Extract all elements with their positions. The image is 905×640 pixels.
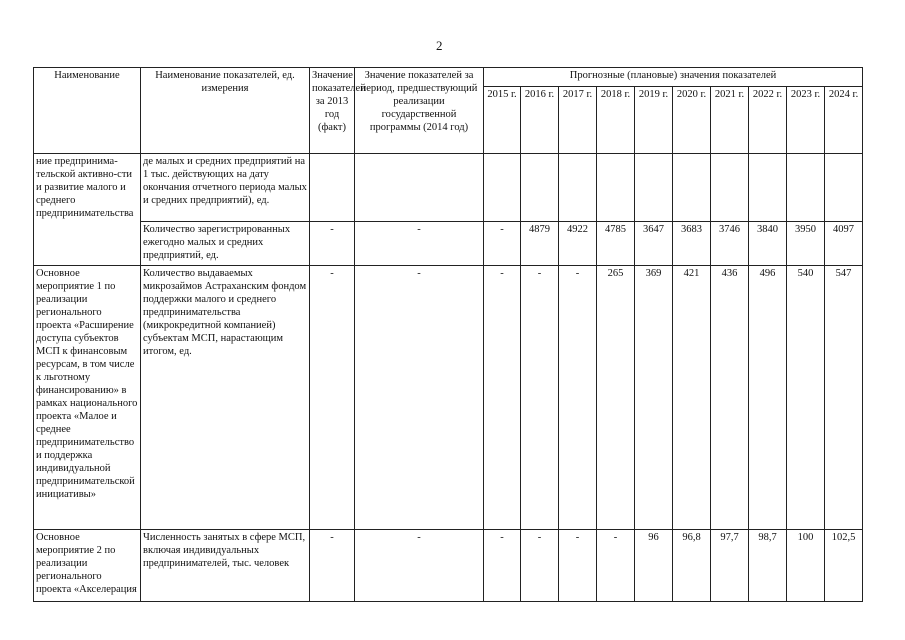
header-year: 2023 г.	[787, 87, 825, 154]
row-value: 540	[787, 266, 825, 530]
row-value: 102,5	[825, 530, 863, 602]
indicators-table	[33, 67, 863, 602]
row-indicator: де малых и средних предприятий на 1 тыс. действующих на дату окончания отчетного периода малых и средних предприятий), ед.	[141, 154, 310, 222]
header-name: Наименование	[34, 68, 141, 154]
row-value: 3683	[673, 222, 711, 266]
header-year: 2018 г.	[597, 87, 635, 154]
row-value: 96,8	[673, 530, 711, 602]
row-value	[521, 154, 559, 222]
header-value-2013: Значение показателей за 2013 год (факт)	[310, 68, 355, 154]
row-value: 436	[711, 266, 749, 530]
row-value: 496	[749, 266, 787, 530]
row-value	[484, 154, 521, 222]
row-value: 3647	[635, 222, 673, 266]
row-value: -	[559, 266, 597, 530]
row-value: 3950	[787, 222, 825, 266]
row-value: 100	[787, 530, 825, 602]
row-value: 547	[825, 266, 863, 530]
row-value: -	[559, 530, 597, 602]
row-value: 421	[673, 266, 711, 530]
header-period-2014: Значение показателей за период, предшествующий реализации государственной программы (2014 год)	[355, 68, 484, 154]
row-value	[825, 154, 863, 222]
header-year: 2024 г.	[825, 87, 863, 154]
table-row	[34, 266, 863, 530]
row-value: 3746	[711, 222, 749, 266]
row-value: 4097	[825, 222, 863, 266]
row-value-2013: -	[310, 266, 355, 530]
row-value: -	[597, 530, 635, 602]
row-value: 96	[635, 530, 673, 602]
row-value	[749, 154, 787, 222]
header-year: 2017 г.	[559, 87, 597, 154]
row-value	[559, 154, 597, 222]
table-row	[34, 222, 863, 266]
row-indicator: Количество выдаваемых микрозаймов Астраханским фондом поддержки малого и среднего предпринимательства (микрокредитной компанией) субъектам МСП, нарастающим итогом, ед.	[141, 266, 310, 530]
row-value-2013	[310, 154, 355, 222]
row-value-2013: -	[310, 222, 355, 266]
row-value: 4879	[521, 222, 559, 266]
row-indicator: Численность занятых в сфере МСП, включая индивидуальных предпринимателей, тыс. человек	[141, 530, 310, 602]
row-value-2014	[355, 154, 484, 222]
row-value-2014: -	[355, 530, 484, 602]
row-value-2014: -	[355, 266, 484, 530]
table-row	[34, 530, 863, 602]
header-year: 2016 г.	[521, 87, 559, 154]
header-forecast: Прогнозные (плановые) значения показателей	[484, 68, 863, 87]
row-value	[635, 154, 673, 222]
row-value: 97,7	[711, 530, 749, 602]
row-value: 4922	[559, 222, 597, 266]
header-year: 2019 г.	[635, 87, 673, 154]
header-year: 2021 г.	[711, 87, 749, 154]
row-value: 98,7	[749, 530, 787, 602]
row-value	[673, 154, 711, 222]
row-value	[597, 154, 635, 222]
row-value: 3840	[749, 222, 787, 266]
table-row	[34, 154, 863, 222]
row-value: -	[521, 530, 559, 602]
header-year: 2020 г.	[673, 87, 711, 154]
row-value-2013: -	[310, 530, 355, 602]
row-value: 4785	[597, 222, 635, 266]
row-value: 265	[597, 266, 635, 530]
row-value: -	[521, 266, 559, 530]
row-value	[711, 154, 749, 222]
row-name: ние предпринима-тельской активно-сти и развитие малого и среднего предпринимательства	[34, 154, 141, 266]
row-value: -	[484, 266, 521, 530]
header-year: 2022 г.	[749, 87, 787, 154]
row-value	[787, 154, 825, 222]
row-indicator: Количество зарегистрированных ежегодно малых и средних предприятий, ед.	[141, 222, 310, 266]
row-value: 369	[635, 266, 673, 530]
header-indicator: Наименование показателей, ед. измерения	[141, 68, 310, 154]
row-value: -	[484, 530, 521, 602]
page-number: 2	[436, 38, 443, 53]
row-name: Основное мероприятие 2 по реализации регионального проекта «Акселерация	[34, 530, 141, 602]
row-value: -	[484, 222, 521, 266]
header-year: 2015 г.	[484, 87, 521, 154]
row-name: Основное мероприятие 1 по реализации регионального проекта «Расширение доступа субъектов МСП к финансовым ресурсам, в том числе к льготному финансированию» в рамках национального проекта «Малое и среднее предпринимательство и поддержка индивидуальной предпринимательской инициативы»	[34, 266, 141, 530]
row-value-2014: -	[355, 222, 484, 266]
